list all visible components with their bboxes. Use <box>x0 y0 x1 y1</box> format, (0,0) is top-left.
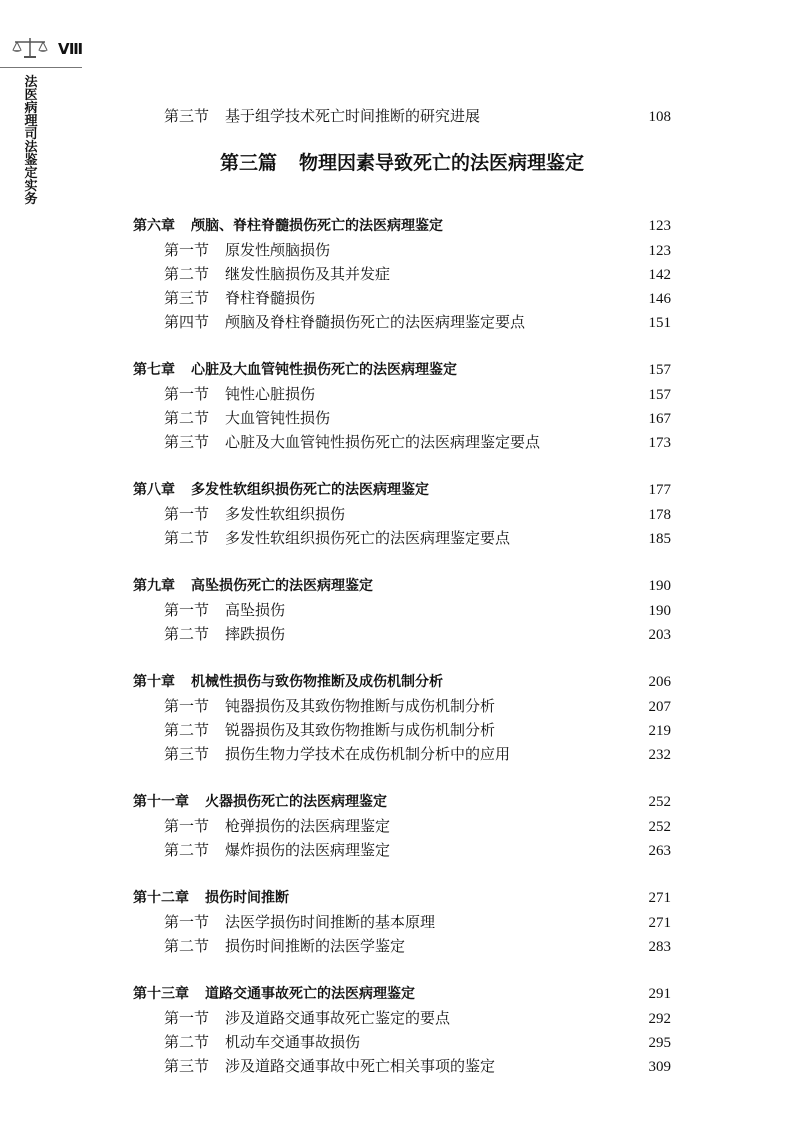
section-number: 第三节 <box>164 289 210 307</box>
section-number: 第二节 <box>164 529 210 547</box>
chapter-page: 291 <box>648 986 671 1002</box>
chapter-page: 252 <box>648 794 671 810</box>
toc-section-row <box>133 238 671 262</box>
toc-section-row <box>133 1054 671 1078</box>
section-number: 第二节 <box>164 721 210 739</box>
section-number: 第一节 <box>164 913 210 931</box>
section-title: 心脏及大血管钝性损伤死亡的法医病理鉴定要点 <box>225 433 541 451</box>
section-title: 涉及道路交通事故死亡鉴定的要点 <box>225 1009 451 1027</box>
toc-section-row <box>133 1006 671 1030</box>
section-page: 151 <box>648 315 671 331</box>
section-title: 枪弹损伤的法医病理鉴定 <box>225 817 391 835</box>
chapter-title: 损伤时间推断 <box>205 890 289 906</box>
section-title: 基于组学技术死亡时间推断的研究进展 <box>225 107 481 125</box>
section-title: 高坠损伤 <box>225 601 286 619</box>
section-title: 损伤生物力学技术在成伤机制分析中的应用 <box>225 745 511 763</box>
section-number: 第一节 <box>164 817 210 835</box>
toc-section-row <box>133 814 671 838</box>
toc-chapter-row <box>133 574 671 598</box>
section-number: 第二节 <box>164 841 210 859</box>
scales-of-justice-icon <box>10 36 50 60</box>
section-page: 185 <box>648 531 671 547</box>
section-number: 第三节 <box>164 1057 210 1075</box>
section-page: 190 <box>648 603 671 619</box>
chapter-spacer <box>133 766 671 790</box>
section-page: 309 <box>648 1059 671 1075</box>
section-page: 219 <box>648 723 671 739</box>
section-title: 多发性软组织损伤 <box>225 505 346 523</box>
page-header <box>0 0 800 70</box>
toc-chapter-row <box>133 214 671 238</box>
section-title: 摔跌损伤 <box>225 625 286 643</box>
section-title: 大血管钝性损伤 <box>225 409 331 427</box>
section-number: 第三节 <box>164 745 210 763</box>
section-page: 292 <box>648 1011 671 1027</box>
chapter-spacer <box>133 646 671 670</box>
chapter-title: 火器损伤死亡的法医病理鉴定 <box>205 794 387 810</box>
section-title: 锐器损伤及其致伤物推断与成伤机制分析 <box>225 721 496 739</box>
section-number: 第四节 <box>164 313 210 331</box>
section-title: 钝性心脏损伤 <box>225 385 316 403</box>
toc-section-row <box>133 694 671 718</box>
part-number: 第三篇 <box>219 152 277 174</box>
chapter-number: 第七章 <box>133 362 175 378</box>
table-of-contents <box>133 104 671 1078</box>
toc-chapter-row <box>133 982 671 1006</box>
section-page: 146 <box>648 291 671 307</box>
toc-section-row <box>133 1030 671 1054</box>
section-page: 108 <box>648 109 671 125</box>
page-number: Ⅷ <box>58 40 83 58</box>
toc-section-row <box>133 406 671 430</box>
section-page: 207 <box>648 699 671 715</box>
section-page: 142 <box>648 267 671 283</box>
chapter-title: 高坠损伤死亡的法医病理鉴定 <box>191 578 373 594</box>
chapter-number: 第十章 <box>133 674 175 690</box>
section-title: 机动车交通事故损伤 <box>225 1033 361 1051</box>
chapter-number: 第十三章 <box>133 986 189 1002</box>
section-number: 第二节 <box>164 265 210 283</box>
chapter-title: 道路交通事故死亡的法医病理鉴定 <box>205 986 415 1002</box>
chapter-spacer <box>133 334 671 358</box>
section-title: 颅脑及脊柱脊髓损伤死亡的法医病理鉴定要点 <box>225 313 526 331</box>
toc-section-row <box>133 718 671 742</box>
chapter-page: 157 <box>648 362 671 378</box>
section-page: 252 <box>648 819 671 835</box>
section-title: 法医学损伤时间推断的基本原理 <box>225 913 436 931</box>
toc-section-row <box>133 286 671 310</box>
section-page: 173 <box>648 435 671 451</box>
section-title: 损伤时间推断的法医学鉴定 <box>225 937 406 955</box>
chapter-number: 第九章 <box>133 578 175 594</box>
toc-section-row <box>133 934 671 958</box>
chapter-number: 第八章 <box>133 482 175 498</box>
toc-chapter-row <box>133 358 671 382</box>
section-number: 第二节 <box>164 937 210 955</box>
chapter-spacer <box>133 550 671 574</box>
chapter-spacer <box>133 862 671 886</box>
chapter-number: 第六章 <box>133 218 175 234</box>
section-number: 第二节 <box>164 1033 210 1051</box>
toc-section-row <box>133 502 671 526</box>
book-title-vertical: 法医病理司法鉴定实务 <box>24 75 38 207</box>
section-title: 多发性软组织损伤死亡的法医病理鉴定要点 <box>225 529 511 547</box>
part-title <box>133 139 671 187</box>
toc-section-row <box>133 598 671 622</box>
section-page: 157 <box>648 387 671 403</box>
chapter-number: 第十二章 <box>133 890 189 906</box>
section-number: 第一节 <box>164 241 210 259</box>
section-page: 167 <box>648 411 671 427</box>
section-page: 232 <box>648 747 671 763</box>
section-title: 继发性脑损伤及其并发症 <box>225 265 391 283</box>
chapter-page: 190 <box>648 578 671 594</box>
toc-section-row <box>133 382 671 406</box>
chapter-title: 多发性软组织损伤死亡的法医病理鉴定 <box>191 482 429 498</box>
section-title: 爆炸损伤的法医病理鉴定 <box>225 841 391 859</box>
toc-section-row <box>133 622 671 646</box>
section-title: 脊柱脊髓损伤 <box>225 289 316 307</box>
section-page: 263 <box>648 843 671 859</box>
toc-chapter-row <box>133 790 671 814</box>
toc-section-row <box>133 838 671 862</box>
chapter-spacer <box>133 958 671 982</box>
chapter-page: 177 <box>648 482 671 498</box>
section-page: 295 <box>648 1035 671 1051</box>
section-page: 123 <box>648 243 671 259</box>
section-number: 第一节 <box>164 1009 210 1027</box>
header-rule <box>0 67 82 68</box>
section-number: 第一节 <box>164 601 210 619</box>
section-number: 第三节 <box>164 433 210 451</box>
toc-section-row <box>133 526 671 550</box>
toc-section-row <box>133 310 671 334</box>
section-number: 第一节 <box>164 697 210 715</box>
chapter-list <box>133 214 671 1078</box>
chapter-title: 机械性损伤与致伤物推断及成伤机制分析 <box>191 674 443 690</box>
section-number: 第一节 <box>164 385 210 403</box>
toc-chapter-row <box>133 670 671 694</box>
section-number: 第一节 <box>164 505 210 523</box>
chapter-spacer <box>133 454 671 478</box>
section-page: 178 <box>648 507 671 523</box>
section-title: 涉及道路交通事故中死亡相关事项的鉴定 <box>225 1057 496 1075</box>
toc-section-row <box>133 910 671 934</box>
section-page: 271 <box>648 915 671 931</box>
chapter-page: 271 <box>648 890 671 906</box>
part-name: 物理因素导致死亡的法医病理鉴定 <box>299 152 585 174</box>
toc-section-row <box>133 742 671 766</box>
section-page: 203 <box>648 627 671 643</box>
toc-section-row <box>133 262 671 286</box>
section-title: 原发性颅脑损伤 <box>225 241 331 259</box>
section-page: 283 <box>648 939 671 955</box>
section-number: 第二节 <box>164 409 210 427</box>
toc-section-row <box>133 104 671 128</box>
section-number: 第三节 <box>164 107 210 125</box>
chapter-number: 第十一章 <box>133 794 189 810</box>
chapter-title: 颅脑、脊柱脊髓损伤死亡的法医病理鉴定 <box>191 218 443 234</box>
toc-chapter-row <box>133 478 671 502</box>
toc-chapter-row <box>133 886 671 910</box>
chapter-page: 206 <box>648 674 671 690</box>
chapter-page: 123 <box>648 218 671 234</box>
section-number: 第二节 <box>164 625 210 643</box>
chapter-title: 心脏及大血管钝性损伤死亡的法医病理鉴定 <box>191 362 457 378</box>
toc-section-row <box>133 430 671 454</box>
section-title: 钝器损伤及其致伤物推断与成伤机制分析 <box>225 697 496 715</box>
